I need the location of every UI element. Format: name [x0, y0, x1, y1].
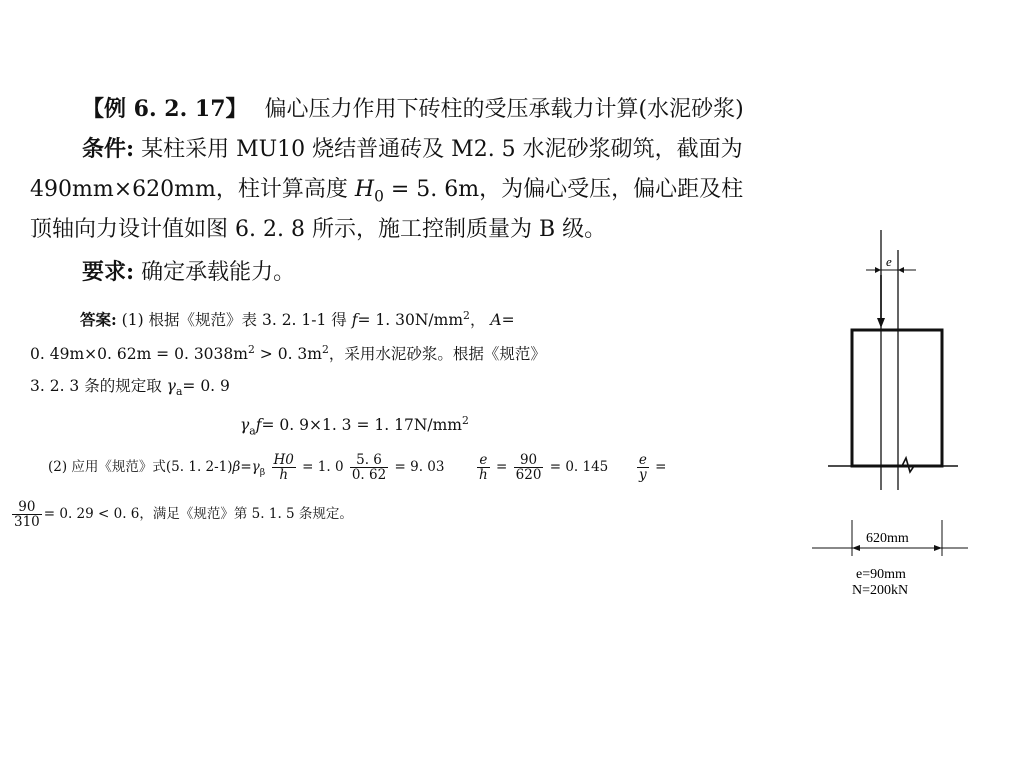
load-arrow-head — [877, 318, 885, 328]
e-dim-arrow-right — [898, 267, 904, 273]
answer-line-5: $\frac{90}{310}$ = 0. 29 < 0. 6，满足《规范》第 5. 1. 5 条规定。 — [14, 499, 353, 531]
width-label: 620mm — [866, 531, 909, 546]
conditions-text-1: 某柱采用 MU10 烧结普通砖及 M2. 5 水泥砂浆砌筑，截面为 — [141, 137, 743, 162]
answer-line-4: (2) 应用《规范》式(5. 1. $2-1)\beta=\gamma_\beta$ $\frac{H0}{h}$ = 1. 0 $\frac{5. 6}{0. 62}$ = 9. 03 $\frac{e}{h}$ = $\frac{90}{620}$ = 0. 145 $\frac{e}{y}$ = — [48, 452, 667, 484]
width-arrow-left — [852, 545, 860, 551]
answer-line-3: 3. 2. 3 条的规定取 $\gamma_a= 0$. 9 — [30, 377, 230, 399]
fraction-5-6-over-0-62: $\frac{5. 6}{0. 62}$ — [351, 452, 387, 484]
e-label: e — [886, 254, 892, 269]
fraction-90-over-620: $\frac{90}{620}$ — [515, 452, 542, 484]
answer-line-2: 0. 49m×0. 62m = 0. $3038m^2 > 0$. $3m^2$，采用水泥砂浆。根据《规范》 — [30, 342, 546, 363]
example-heading — [82, 92, 744, 123]
example-number: 【例 6. 2. 17】 — [82, 96, 248, 122]
column-diagram — [800, 220, 1000, 620]
e-dim-arrow-left — [875, 267, 881, 273]
conditions-line-3: 顶轴向力设计值如图 6. 2. 8 所示，施工控制质量为 B 级。 — [30, 217, 607, 242]
n-value: N=200kN — [852, 583, 909, 598]
fraction-e-over-h: $\frac{e}{h}$ — [479, 452, 488, 484]
fraction-e-over-y: $\frac{e}{y}$ — [638, 452, 647, 484]
requirement-line — [82, 255, 295, 286]
answer-line-1: 答案: (1) 根据《规范》表 3. 2. 1-1 得 f= 1. $30N/mm^2$， A= — [80, 308, 515, 329]
column-outline — [852, 330, 942, 466]
fraction-90-over-310: $\frac{90}{310}$ — [14, 499, 40, 531]
requirement-text: 确定承载能力。 — [141, 260, 296, 285]
conditions-line-2: 490mm×620mm，柱计算高度 $H_0 = 5$. 6m，为偏心受压，偏心距及柱 — [30, 177, 744, 206]
conditions-line-1 — [82, 132, 743, 163]
requirement-label: 要求: — [82, 259, 135, 285]
answer-formula: $\gamma_af= 0$. 9×1. 3 = 1. $17N/mm^2$ — [240, 414, 469, 438]
conditions-label: 条件: — [82, 136, 135, 162]
example-title: 偏心压力作用下砖柱的受压承载力计算(水泥砂浆) — [264, 97, 744, 122]
e-value: e=90mm — [856, 567, 906, 582]
answer-label: 答案: — [80, 310, 117, 329]
fraction-h0-over-h: $\frac{H0}{h}$ — [273, 452, 294, 484]
width-arrow-right — [934, 545, 942, 551]
